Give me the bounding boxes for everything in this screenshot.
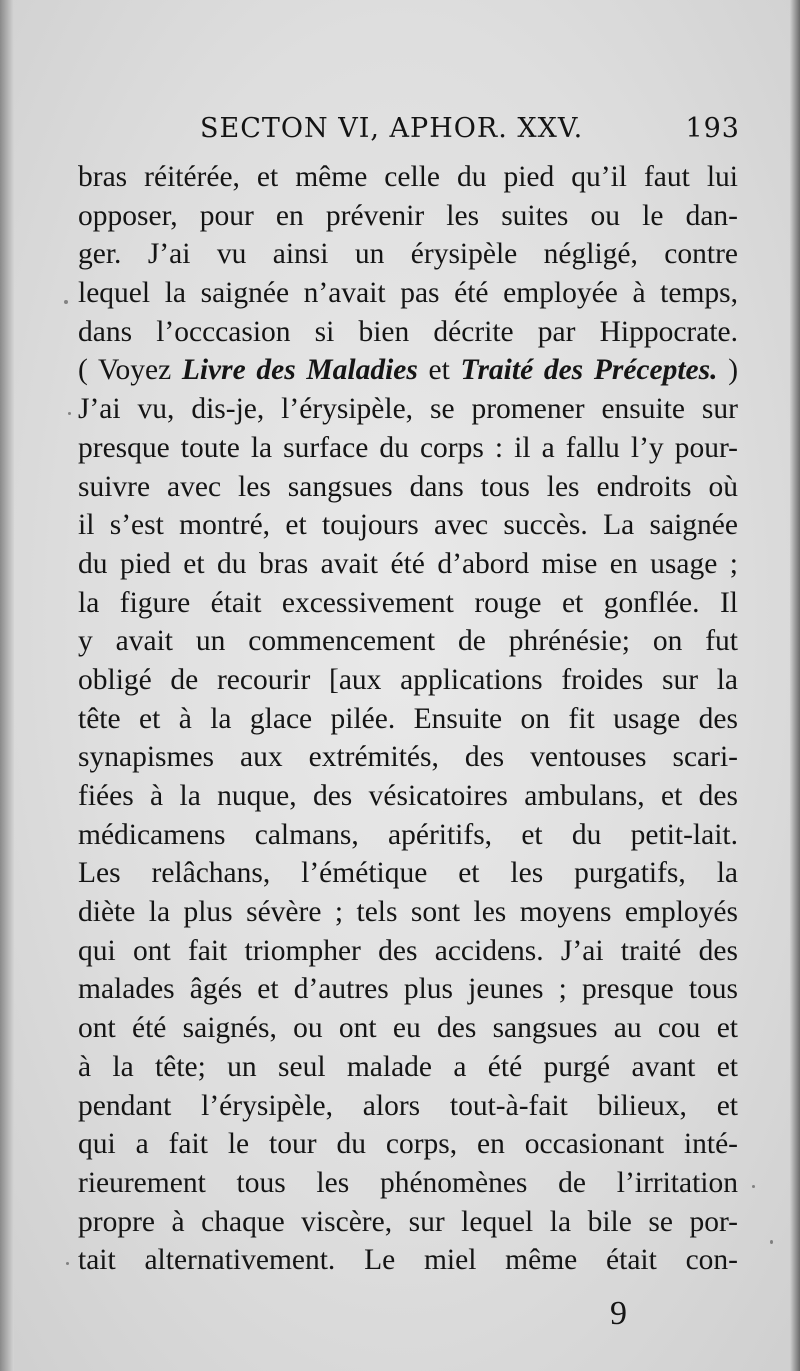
text-line	[78, 777, 738, 816]
line-segment: tait alternativement. Le miel même était con-	[78, 1244, 738, 1277]
text-line	[78, 738, 738, 777]
text-line	[78, 351, 738, 390]
line-segment: y avait un commencement de phrénésie; on fut	[78, 625, 738, 658]
text-line	[78, 1009, 738, 1048]
line-segment: il s’est montré, et toujours avec succès. La saignée	[78, 509, 738, 542]
page-right-edge-shadow	[790, 0, 800, 1371]
text-line	[78, 468, 738, 507]
text-line	[78, 313, 738, 352]
italic-title: Livre des Maladies	[181, 354, 418, 387]
ink-speck	[68, 412, 71, 415]
body-text	[78, 158, 738, 1280]
text-line	[78, 661, 738, 700]
text-line	[78, 390, 738, 429]
ink-speck	[66, 1262, 69, 1265]
running-head: SECTON VI, APHOR. XXV.	[200, 113, 584, 144]
line-segment: )	[717, 354, 739, 387]
line-segment: ger. J’ai vu ainsi un érysipèle négligé, contre	[78, 238, 738, 271]
line-segment: médicamens calmans, apéritifs, et du petit-lait.	[78, 818, 738, 851]
text-line	[78, 700, 738, 739]
line-segment: à la tête; un seul malade a été purgé avant et	[78, 1050, 738, 1083]
line-segment: et	[417, 354, 461, 387]
text-line	[78, 1087, 738, 1126]
line-segment: rieurement tous les phénomènes de l’irritation	[78, 1166, 738, 1199]
line-segment: la figure était excessivement rouge et gonflée. Il	[78, 586, 738, 619]
text-line	[78, 1048, 738, 1087]
line-segment: qui a fait le tour du corps, en occasionant inté-	[78, 1128, 738, 1161]
text-line	[78, 1241, 738, 1280]
text-line	[78, 584, 738, 623]
line-segment: ont été saignés, ou ont eu des sangsues au cou et	[78, 1012, 738, 1045]
text-line	[78, 1125, 738, 1164]
text-line	[78, 622, 738, 661]
line-segment: lequel la saignée n’avait pas été employée à temps,	[78, 277, 738, 310]
line-segment: tête et à la glace pilée. Ensuite on fit usage des	[78, 702, 738, 735]
ink-speck	[770, 1240, 773, 1244]
line-segment: presque toute la surface du corps : il a fallu l’y pour-	[78, 431, 738, 464]
line-segment: diète la plus sévère ; tels sont les moyens employés	[78, 896, 738, 929]
signature-mark: 9	[610, 1295, 627, 1332]
line-segment: bras réitérée, et même celle du pied qu’il faut lui	[78, 161, 738, 193]
line-segment: fiées à la nuque, des vésicatoires ambulans, et des	[78, 780, 738, 812]
line-segment: suivre avec les sangsues dans tous les endroits où	[78, 470, 738, 503]
text-line	[78, 932, 738, 971]
line-segment: qui ont fait triompher des accidens. J’ai traité des	[78, 934, 738, 967]
line-segment: Les relâchans, l’émétique et les purgatifs, la	[78, 857, 738, 890]
text-line	[78, 158, 738, 197]
page-number: 193	[685, 113, 740, 144]
line-segment: pendant l’érysipèle, alors tout-à-fait bilieux, et	[78, 1089, 738, 1122]
line-segment: du pied et du bras avait été d’abord mise en usage ;	[78, 547, 738, 580]
text-line	[78, 506, 738, 545]
page-header	[200, 113, 740, 157]
ink-speck	[64, 300, 68, 304]
text-line	[78, 429, 738, 468]
line-segment: dans l’occcasion si bien décrite par Hippocrate.	[78, 315, 738, 348]
page-left-edge-shadow	[0, 0, 14, 1371]
line-segment: synapismes aux extrémités, des ventouses scari-	[78, 741, 738, 774]
text-line	[78, 274, 738, 313]
text-line	[78, 816, 738, 855]
text-line	[78, 1164, 738, 1203]
text-line	[78, 970, 738, 1009]
ink-speck	[752, 1185, 755, 1188]
italic-title: Traité des Préceptes.	[460, 354, 718, 387]
text-line	[78, 893, 738, 932]
text-line	[78, 197, 738, 236]
line-segment: ( Voyez	[78, 354, 182, 387]
text-line	[78, 854, 738, 893]
line-segment: opposer, pour en prévenir les suites ou le dan-	[78, 199, 738, 232]
text-line	[78, 1203, 738, 1242]
line-segment: propre à chaque viscère, sur lequel la bile se por-	[78, 1205, 738, 1238]
line-segment: obligé de recourir [aux applications froides sur la	[78, 663, 738, 696]
text-line	[78, 235, 738, 274]
text-line	[78, 545, 738, 584]
line-segment: J’ai vu, dis-je, l’érysipèle, se promener ensuite sur	[78, 393, 738, 426]
line-segment: malades âgés et d’autres plus jeunes ; presque tous	[78, 973, 738, 1006]
